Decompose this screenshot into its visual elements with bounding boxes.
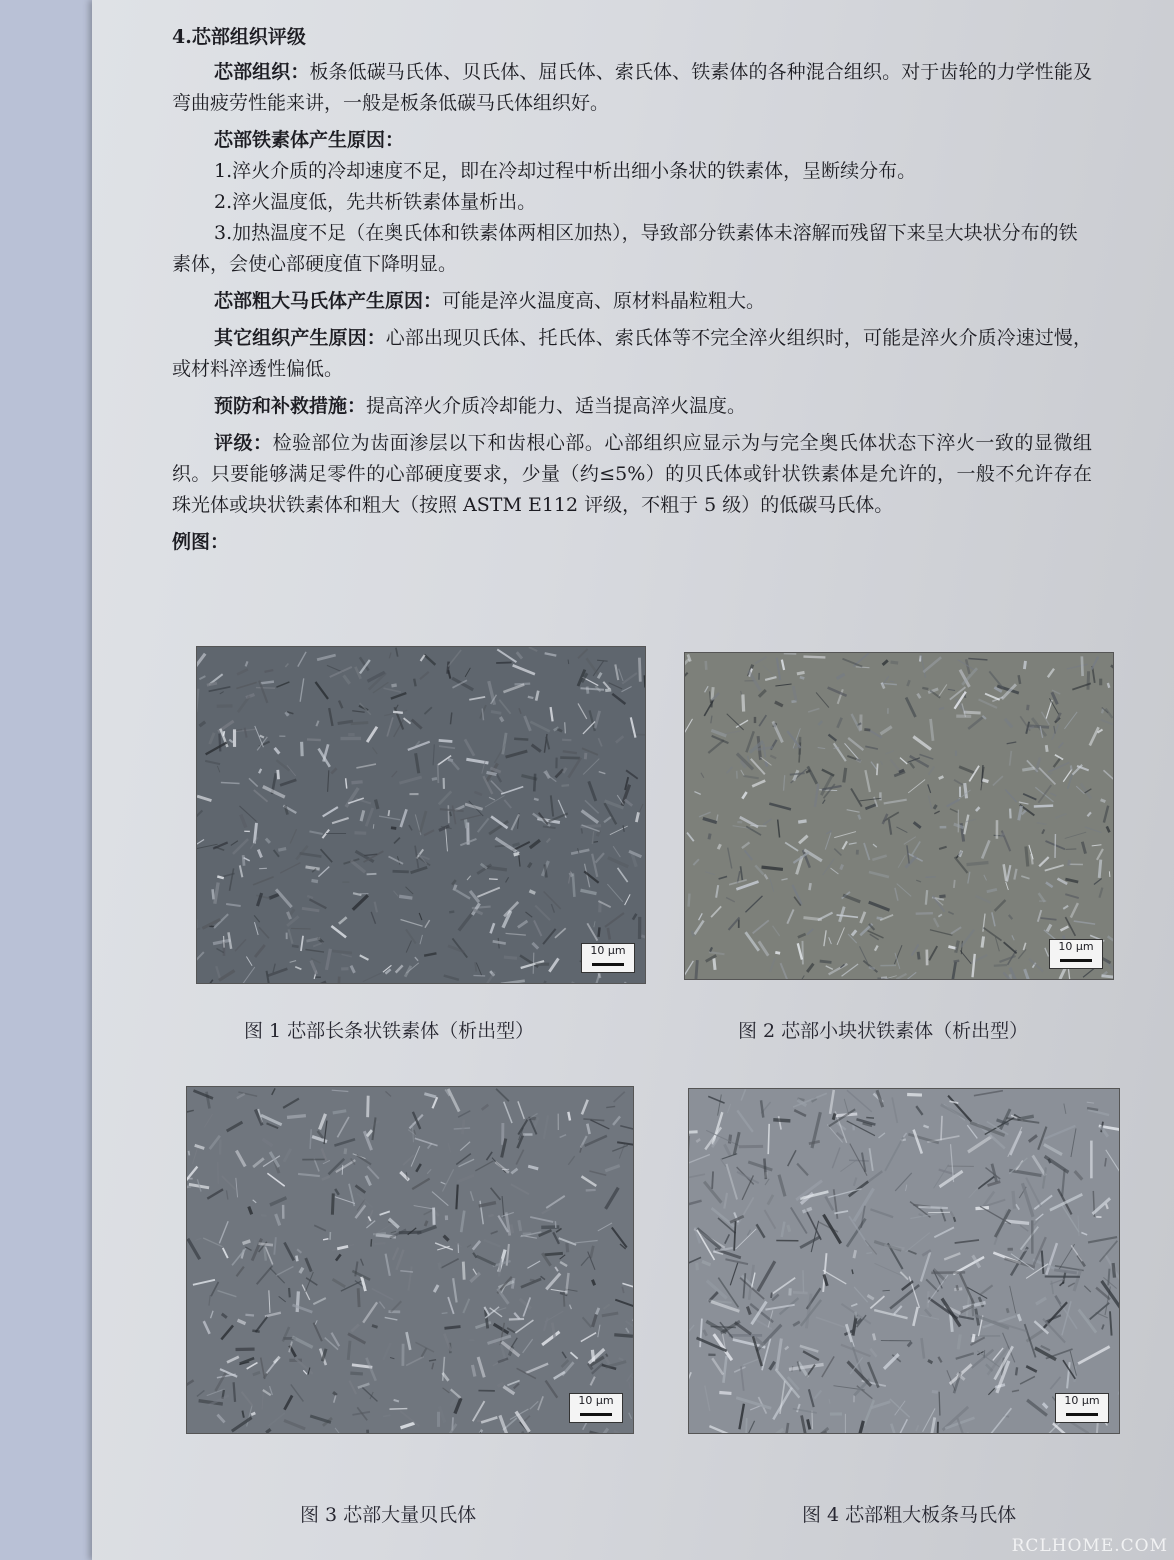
figure-caption: 图 1 芯部长条状铁素体（析出型） <box>244 1020 535 1042</box>
micrograph-4 <box>688 1088 1120 1434</box>
scale-bar-line <box>1066 1413 1098 1416</box>
paragraph-text: 心部出现贝氏体、托氏体、索氏体等不完全淬火组织时，可能是淬火介质冷速过慢，或材料淬透性偏低。 <box>172 327 1092 380</box>
paragraph-label: 芯部组织： <box>214 61 310 83</box>
paragraph-label: 其它组织产生原因： <box>214 327 386 349</box>
scale-bar-label: 10 μm <box>1064 1394 1100 1407</box>
paragraph-label: 芯部粗大马氏体产生原因： <box>214 290 443 312</box>
scale-bar-label: 10 μm <box>590 944 626 957</box>
paragraph-rating <box>172 428 1092 521</box>
cause-item: 2.淬火温度低，先共析铁素体量析出。 <box>214 191 537 213</box>
cause-item: 3.加热温度不足（在奥氏体和铁素体两相区加热），导致部分铁素体未溶解而残留下来呈大块状分布的铁素体，会使心部硬度值下降明显。 <box>172 222 1078 275</box>
paragraph-label: 预防和补救措施： <box>214 395 367 417</box>
scale-bar <box>581 943 635 973</box>
text-body <box>172 22 1092 554</box>
paragraph-text: 检验部位为齿面渗层以下和齿根心部。心部组织应显示为与完全奥氏体状态下淬火一致的显微组织。只要能够满足零件的心部硬度要求，少量（约≤5%）的贝氏体或针状铁素体是允许的，一般不允许存在珠光体或块状铁素体和粗大（按照 ASTM E112 评级，不粗于 5 级）的低碳马氏体。 <box>172 432 1092 516</box>
scale-bar-line <box>580 1413 612 1416</box>
scale-bar-line <box>1060 959 1092 962</box>
micrograph-3 <box>186 1086 634 1434</box>
section-title: 4.芯部组织评级 <box>172 26 306 48</box>
paragraph-label: 芯部铁素体产生原因： <box>214 129 405 151</box>
micrograph-1 <box>196 646 646 984</box>
paragraph-text: 提高淬火介质冷却能力、适当提高淬火温度。 <box>366 395 747 417</box>
scale-bar-line <box>592 963 624 966</box>
figure-caption: 图 4 芯部粗大板条马氏体 <box>802 1504 1017 1526</box>
paragraph-text: 板条低碳马氏体、贝氏体、屈氏体、索氏体、铁素体的各种混合组织。对于齿轮的力学性能及弯曲疲劳性能来讲，一般是板条低碳马氏体组织好。 <box>172 61 1092 114</box>
example-label: 例图： <box>172 531 230 553</box>
scale-bar <box>1055 1393 1109 1423</box>
paragraph-ferrite-causes <box>172 125 1092 156</box>
paragraph-other-causes <box>172 323 1092 385</box>
micrograph-texture <box>187 1087 633 1433</box>
document-page <box>92 0 1174 1560</box>
scale-bar-label: 10 μm <box>578 1394 614 1407</box>
figure-caption: 图 3 芯部大量贝氏体 <box>300 1504 477 1526</box>
micrograph-2 <box>684 652 1114 980</box>
scale-bar-label: 10 μm <box>1058 940 1094 953</box>
paragraph-prevention <box>172 391 1092 422</box>
scale-bar <box>1049 939 1103 969</box>
scale-bar <box>569 1393 623 1423</box>
paragraph-core-structure <box>172 57 1092 119</box>
watermark-text: RCLHOME.COM <box>1011 1536 1168 1556</box>
micrograph-texture <box>685 653 1113 979</box>
paragraph-martensite-causes <box>172 286 1092 317</box>
micrograph-texture <box>197 647 645 983</box>
cause-item: 1.淬火介质的冷却速度不足，即在冷却过程中析出细小条状的铁素体，呈断续分布。 <box>214 160 917 182</box>
paragraph-label: 评级： <box>214 432 273 454</box>
paragraph-text: 可能是淬火温度高、原材料晶粒粗大。 <box>442 290 766 312</box>
micrograph-texture <box>689 1089 1119 1433</box>
figure-caption: 图 2 芯部小块状铁素体（析出型） <box>738 1020 1029 1042</box>
